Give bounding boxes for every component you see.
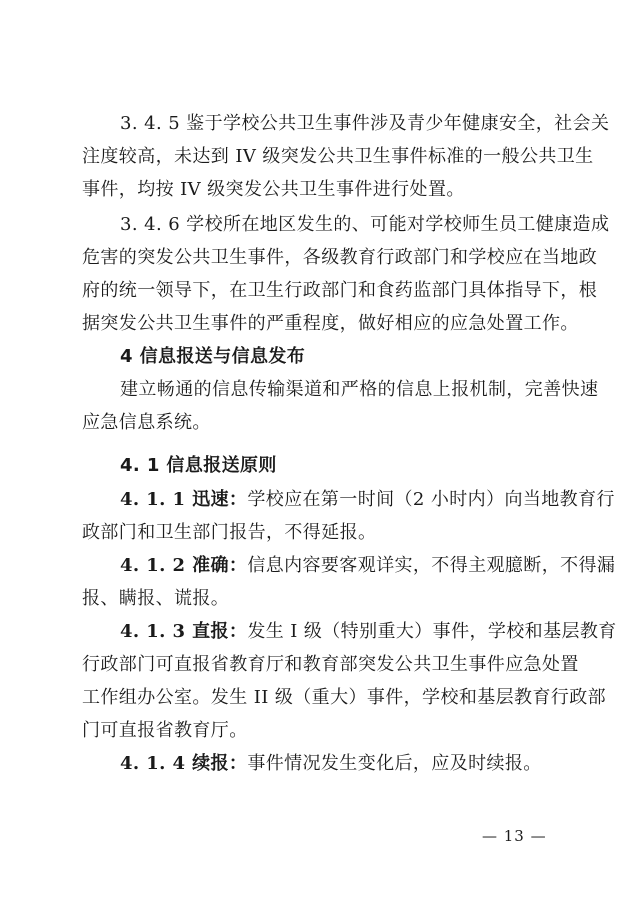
- paragraph-4-1-1-line-1: [120, 488, 615, 512]
- paragraph-4-1-3-label: 4. 1. 3 直报：: [120, 621, 248, 642]
- paragraph-4-1-3-line-4: 门可直报省教育厅。: [82, 720, 248, 741]
- section-4-intro-line-1: 建立畅通的信息传输渠道和严格的信息上报机制，完善快速: [120, 379, 599, 400]
- paragraph-4-1-2-label: 4. 1. 2 准确：: [120, 555, 248, 576]
- paragraph-3-4-5-line-2: 注度较高，未达到 IV 级突发公共卫生事件标准的一般公共卫生: [82, 146, 594, 167]
- paragraph-3-4-6-line-2: 危害的突发公共卫生事件，各级教育行政部门和学校应在当地政: [82, 247, 598, 268]
- paragraph-4-1-4-text: 事件情况发生变化后，应及时续报。: [247, 753, 542, 774]
- paragraph-4-1-1-line-2: 政部门和卫生部门报告，不得延报。: [82, 522, 377, 543]
- paragraph-4-1-2-line-1: [120, 554, 615, 578]
- section-4-heading: 4 信息报送与信息发布: [120, 346, 306, 367]
- paragraph-4-1-2-text: 信息内容要客观详实，不得主观臆断，不得漏: [247, 555, 616, 576]
- section-4-intro-line-2: 应急信息系统。: [82, 412, 211, 433]
- paragraph-3-4-6-line-4: 据突发公共卫生事件的严重程度，做好相应的应急处置工作。: [82, 313, 579, 334]
- paragraph-4-1-3-text: 发生 I 级（特别重大）事件，学校和基层教育: [247, 621, 617, 642]
- paragraph-4-1-3-line-3: 工作组办公室。发生 II 级（重大）事件，学校和基层教育行政部: [82, 687, 607, 708]
- paragraph-4-1-1-text: 学校应在第一时间（2 小时内）向当地教育行: [247, 489, 615, 510]
- paragraph-3-4-6-line-1: 3. 4. 6 学校所在地区发生的、可能对学校师生员工健康造成: [120, 214, 610, 235]
- paragraph-3-4-5-line-3: 事件，均按 IV 级突发公共卫生事件进行处置。: [82, 179, 465, 200]
- paragraph-3-4-5-line-1: 3. 4. 5 鉴于学校公共卫生事件涉及青少年健康安全，社会关: [120, 113, 610, 134]
- paragraph-4-1-2-line-2: 报、瞒报、谎报。: [82, 588, 230, 609]
- paragraph-3-4-6-line-3: 府的统一领导下，在卫生行政部门和食药监部门具体指导下，根: [82, 280, 598, 301]
- paragraph-4-1-4-line-1: [120, 752, 542, 776]
- paragraph-4-1-1-label: 4. 1. 1 迅速：: [120, 489, 248, 510]
- paragraph-4-1-3-line-2: 行政部门可直报省教育厅和教育部突发公共卫生事件应急处置: [82, 654, 579, 675]
- paragraph-4-1-3-line-1: [120, 620, 617, 644]
- section-4-1-heading: 4. 1 信息报送原则: [120, 455, 277, 476]
- page-number: — 13 —: [482, 827, 547, 845]
- paragraph-4-1-4-label: 4. 1. 4 续报：: [120, 753, 248, 774]
